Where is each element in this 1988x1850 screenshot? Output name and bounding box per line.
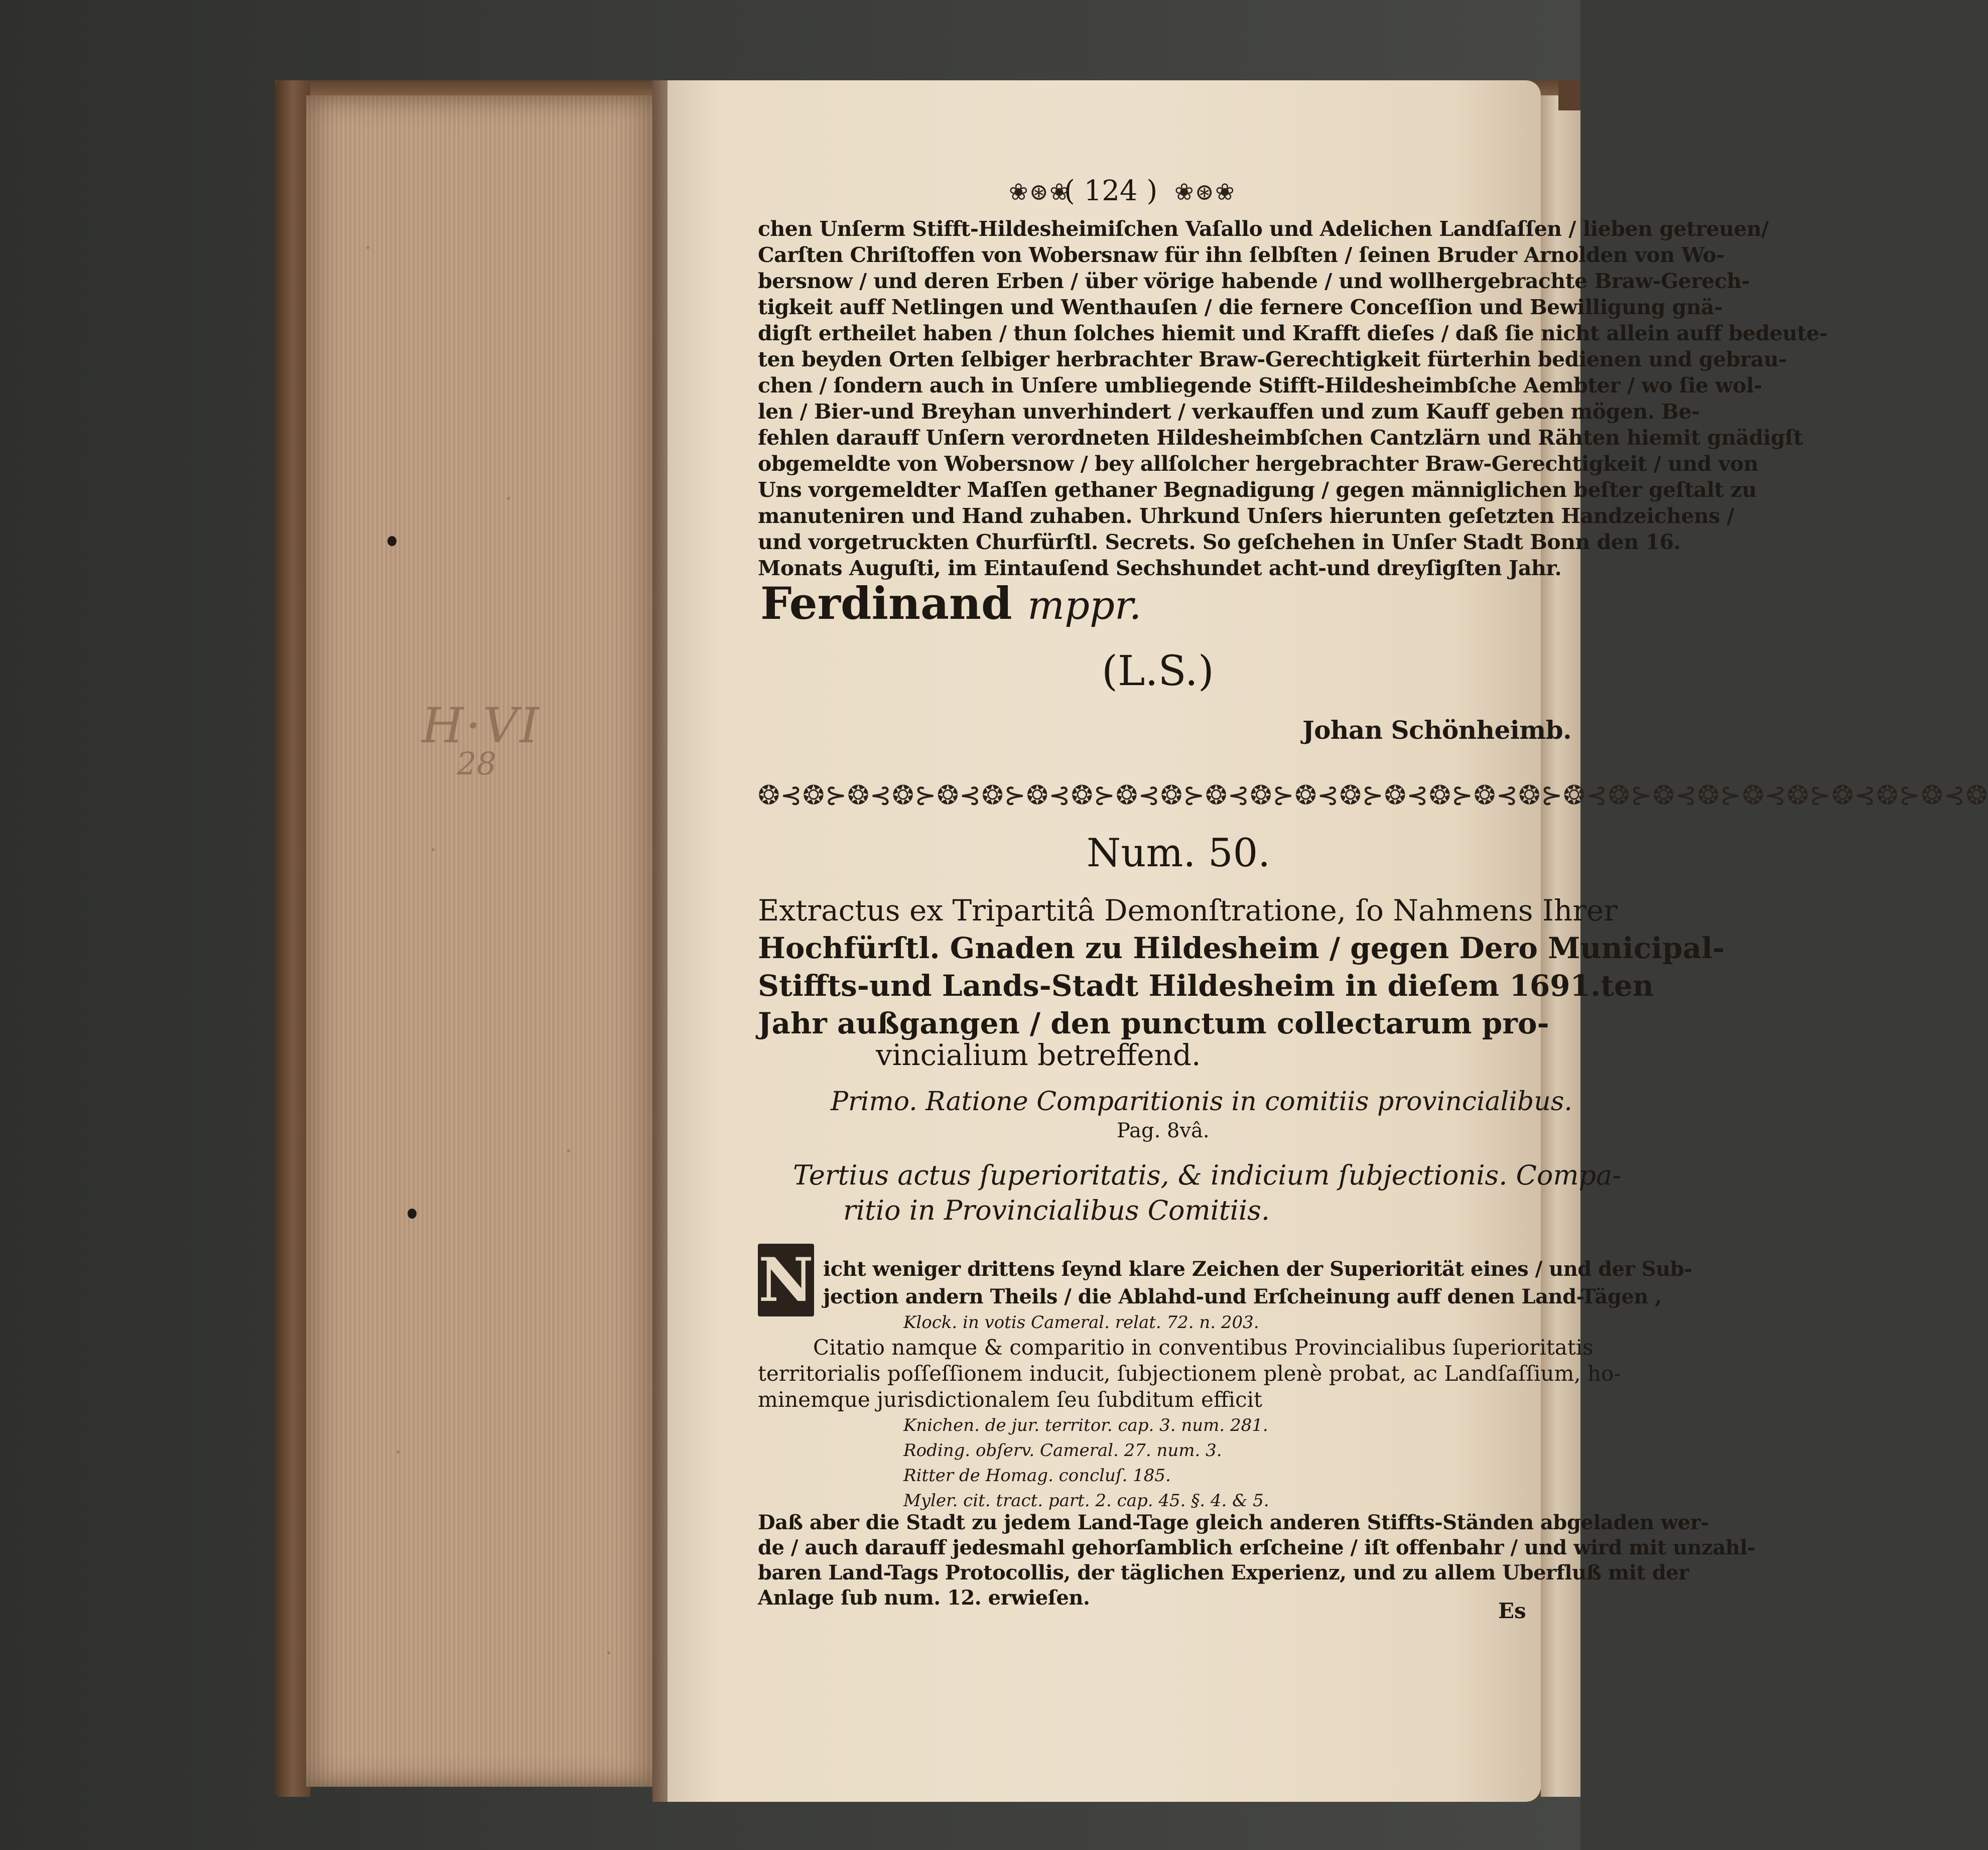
section-number: Num. 50. [1087,831,1271,876]
catchword: Es [1498,1599,1526,1623]
margin-dot [408,1209,417,1219]
shelfmark-line1: H·VI [422,698,541,754]
book-cover-right [1558,80,1580,110]
closing-line: Anlage ſub num. 12. erwieſen. [758,1586,1090,1610]
closing-line: Daß aber die Stadt zu jedem Land-Tage gleich anderen Stiffts-Ständen abgeladen wer- [758,1511,1709,1534]
decree-line: chen Unſerm Stifft-Hildesheimiſchen Vaſallo und Adelichen Landſaſſen / lieben getreuen/ [758,217,1769,241]
paragraph-line: icht weniger drittens ſeynd klare Zeichen der Superiorität eines / und der Sub- [823,1257,1692,1281]
decree-line: digſt ertheilet haben / thun ſolches hiemit und Krafft dieſes / daß ſie nicht allein auff bedeute- [758,321,1828,345]
decree-line: fehlen darauff Unſern verordneten Hildesheimbſchen Cantzlärn und Rähten hiemit gnädigſt [758,426,1803,450]
decree-line: tigkeit auff Netlingen und Wenthauſen / die fernere Conceſſion und Bewilligung gnä- [758,295,1722,319]
citatio-line: Citatio namque & comparitio in conventibus Provincialibus ſuperioritatis [813,1335,1594,1360]
reference-line: Ritter de Homag. concluſ. 185. [903,1466,1171,1486]
heading-line: Jahr außgangen / den punctum collectarum pro- [758,1006,1549,1040]
paragraph-line: jection andern Theils / die Ablahd-und Erſcheinung auff denen Land-Tägen , [823,1285,1662,1308]
decree-line: chen / ſondern auch in Unſere umbliegende Stifft-Hildesheimbſche Aembter / wo ſie wol- [758,373,1762,398]
heading-line: Extractus ex Tripartitâ Demonſtratione, ſo Nahmens Ihrer [758,893,1618,928]
closing-line: baren Land-Tags Protocollis, der täglichen Experienz, und zu allem Uberfluß mit der [758,1561,1689,1584]
decree-line: bersnow / und deren Erben / über vörige habende / und wollhergebrachte Braw-Gerech- [758,269,1750,293]
page-reference: Pag. 8vâ. [1117,1119,1210,1142]
decree-line: manuteniren und Hand zuhaben. Uhrkund Unſers hierunten geſetzten Handzeichens / [758,504,1735,528]
tertius-heading-line: Tertius actus ſuperioritatis, & indicium ſubjectionis. Compa- [793,1159,1622,1191]
ornamental-divider: ❂⊰❂⊱❂⊰❂⊱❂⊰❂⊱❂⊰❂⊱❂⊰❂⊱❂⊰❂⊱❂⊰❂⊱❂⊰❂⊱❂⊰❂⊱❂⊰❂⊱❂⊰❂⊱❂⊰❂⊱❂⊰❂⊱❂⊰❂ [758,780,1988,811]
page-block-edge [306,95,668,1787]
klock-reference: Klock. in votis Cameral. relat. 72. n. 203. [903,1312,1259,1333]
heading-line: Hochfürſtl. Gnaden zu Hildesheim / gegen Dero Municipal- [758,931,1725,965]
decree-line: Monats Auguſti, im Eintauſend Sechshundet acht-und dreyſigſten Jahr. [758,556,1562,580]
reference-line: Myler. cit. tract. part. 2. cap. 45. §. 4. & 5. [903,1491,1269,1511]
header-ornament-right: ❀⊛❀ [1174,178,1236,205]
citatio-line: territorialis poſſeſſionem inducit, ſubjectionem plenè probat, ac Landſaſſium, ho- [758,1361,1621,1386]
countersignature: Johan Schönheimb. [1302,715,1572,745]
signature-suffix: mppr. [1027,583,1142,628]
decree-line: und vorgetruckten Churfürſtl. Secrets. So geſchehen in Unſer Stadt Bonn den 16. [758,530,1681,554]
drop-cap: N [758,1245,814,1315]
heading-line: Stiffts-und Lands-Stadt Hildesheim in dieſem 1691.ten [758,969,1654,1003]
shelfmark [412,698,572,788]
primo-heading: Primo. Ratione Comparitionis in comitiis provincialibus. [831,1087,1572,1117]
decree-line: Uns vorgemeldter Maſſen gethaner Begnadigung / gegen männiglichen beſter geſtalt zu [758,478,1757,502]
decree-line: ten beyden Orten ſelbiger herbrachter Braw-Gerechtigkeit fürterhin bedienen und gebrau- [758,347,1787,371]
signature-name: Ferdinand [760,577,1012,629]
header-ornament-left: ❀⊛❀ [1009,178,1070,205]
decree-line: len / Bier-und Breyhan unverhindert / verkauffen und zum Kauff geben mögen. Be- [758,400,1700,424]
seal-mark: (L.S.) [1102,647,1214,695]
reference-line: Knichen. de jur. territor. cap. 3. num. 281. [903,1415,1268,1435]
tertius-heading-line: ritio in Provincialibus Comitiis. [843,1195,1270,1226]
heading-line: vincialium betreffend. [876,1038,1201,1072]
reference-line: Roding. obſerv. Cameral. 27. num. 3. [903,1440,1222,1461]
citatio-line: minemque jurisdictionalem ſeu ſubditum efficit [758,1387,1262,1412]
margin-dot [387,536,396,546]
closing-line: de / auch darauff jedesmahl gehorſamblich erſcheine / iſt offenbahr / und wird mit unzahl- [758,1536,1756,1559]
decree-line: Carſten Chriſtoffen von Wobersnaw für ihn ſelbſten / ſeinen Bruder Arnolden von Wo- [758,243,1725,267]
shelfmark-line2: 28 [457,745,496,782]
book-cover-left [275,80,310,1797]
page-number: ( 124 ) [1064,175,1158,207]
decree-line: obgemeldte von Wobersnow / bey allſolcher hergebrachter Braw-Gerechtigkeit / und von [758,452,1759,476]
signature [760,577,1141,629]
